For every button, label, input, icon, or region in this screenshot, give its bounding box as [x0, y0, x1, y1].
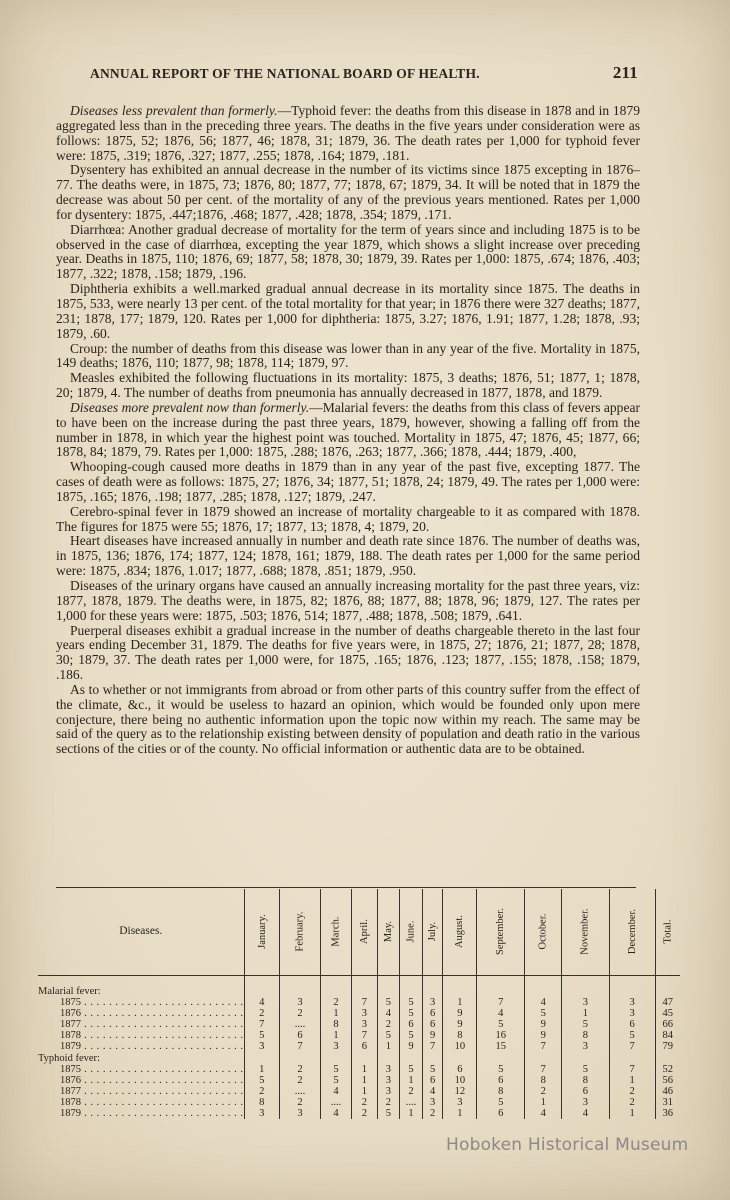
- total-cell: 79: [655, 1041, 680, 1052]
- body-text: [56, 104, 640, 757]
- leader-dots: . . . . . . . . . . . . . . . . . . . . . . . . . .: [81, 1041, 244, 1053]
- month-header: [443, 889, 477, 976]
- total-header-label: Total.: [662, 919, 674, 945]
- month-value-cell: 2: [280, 1097, 321, 1108]
- year-label: 1877: [60, 1085, 81, 1097]
- month-value-cell: 8: [562, 1075, 609, 1086]
- month-header: [244, 889, 280, 976]
- empty-cell: [320, 976, 351, 998]
- month-value-cell: 5: [377, 1030, 399, 1041]
- month-value-cell: 12: [443, 1086, 477, 1097]
- total-cell: 45: [655, 1008, 680, 1019]
- leader-dots: . . . . . . . . . . . . . . . . . . . . . . . . . .: [81, 1063, 244, 1075]
- empty-cell: [400, 1053, 423, 1064]
- month-value-cell: 7: [477, 997, 525, 1008]
- month-value-cell: 3: [377, 1064, 399, 1075]
- month-value-cell: 5: [477, 1064, 525, 1075]
- month-value-cell: 1: [320, 1030, 351, 1041]
- empty-cell: [244, 1053, 280, 1064]
- month-value-cell: 2: [280, 1064, 321, 1075]
- month-value-cell: 3: [280, 1108, 321, 1119]
- month-value-cell: 6: [443, 1064, 477, 1075]
- paragraph: [56, 282, 640, 341]
- total-cell: 52: [655, 1064, 680, 1075]
- month-value-cell: 4: [320, 1108, 351, 1119]
- month-value-cell: 3: [320, 1041, 351, 1052]
- month-value-cell: 1: [320, 1008, 351, 1019]
- month-header: [377, 889, 399, 976]
- empty-cell: [609, 976, 655, 998]
- table-row: [38, 1041, 680, 1052]
- month-header-label: February.: [294, 912, 306, 952]
- month-value-cell: 5: [244, 1030, 280, 1041]
- month-value-cell: 7: [352, 997, 378, 1008]
- month-value-cell: 2: [400, 1086, 423, 1097]
- month-header: [477, 889, 525, 976]
- paragraph-text: Cerebro-spinal fever in 1879 showed an increase of mortality chargeable to it as compared with 1878. The figures for 1875 were 55; 1876, 17; 1877, 13; 1878, 4; 1879, 20.: [56, 503, 640, 534]
- group-row: [38, 1053, 680, 1064]
- year-cell: [38, 1064, 244, 1075]
- paragraph: [56, 223, 640, 282]
- month-header: [280, 889, 321, 976]
- month-value-cell: 6: [477, 1108, 525, 1119]
- empty-cell: [443, 976, 477, 998]
- table-row: [38, 1108, 680, 1119]
- month-value-cell: 7: [280, 1041, 321, 1052]
- month-value-cell: 2: [422, 1108, 442, 1119]
- total-cell: 46: [655, 1086, 680, 1097]
- empty-cell: [422, 1053, 442, 1064]
- paragraph: [56, 624, 640, 683]
- month-value-cell: 5: [400, 1064, 423, 1075]
- empty-cell: [400, 976, 423, 998]
- paragraph-text: As to whether or not immigrants from abroad or from other parts of this country suffer from the effect of the climate, &c., it would be useless to hazard an opinion, which would be founded only upon mere conjecture, there being no authentic information upon the topic now within my reach. The same may be said of the query as to the relationship existing between density of population and death ratio in the various sections of the cities or of the county. No official information or authentic data are to be obtained.: [56, 681, 640, 757]
- month-value-cell: 1: [352, 1075, 378, 1086]
- month-header-label: March.: [330, 916, 342, 948]
- month-value-cell: ....: [280, 1086, 321, 1097]
- empty-cell: [477, 976, 525, 998]
- year-cell: [38, 1041, 244, 1052]
- month-value-cell: 5: [609, 1030, 655, 1041]
- month-value-cell: 6: [477, 1075, 525, 1086]
- month-header-label: January.: [256, 914, 268, 950]
- month-value-cell: 6: [422, 1075, 442, 1086]
- empty-cell: [320, 1053, 351, 1064]
- month-value-cell: 4: [477, 1008, 525, 1019]
- month-value-cell: 6: [400, 1019, 423, 1030]
- group-label: Malarial fever:: [38, 986, 101, 997]
- month-value-cell: 1: [400, 1075, 423, 1086]
- month-value-cell: 5: [562, 1064, 609, 1075]
- table-row: [38, 997, 680, 1008]
- year-cell: [38, 1030, 244, 1041]
- month-header: [400, 889, 423, 976]
- month-header-label: November.: [579, 908, 591, 956]
- empty-cell: [352, 976, 378, 998]
- paragraph: [56, 401, 640, 460]
- total-cell: 66: [655, 1019, 680, 1030]
- year-cell: [38, 1097, 244, 1108]
- month-value-cell: 10: [443, 1041, 477, 1052]
- paragraph-lead: Diseases more prevalent now than formerly.: [70, 399, 310, 415]
- month-header-label: June.: [405, 921, 417, 943]
- empty-cell: [280, 1053, 321, 1064]
- month-value-cell: 6: [422, 1019, 442, 1030]
- month-value-cell: 5: [477, 1097, 525, 1108]
- month-header-label: April.: [358, 919, 370, 945]
- year-label: 1877: [60, 1019, 81, 1031]
- month-value-cell: 7: [525, 1064, 562, 1075]
- month-value-cell: 5: [525, 1008, 562, 1019]
- month-value-cell: 5: [377, 1108, 399, 1119]
- empty-cell: [525, 976, 562, 998]
- month-value-cell: 8: [562, 1030, 609, 1041]
- month-value-cell: 9: [400, 1041, 423, 1052]
- month-value-cell: 5: [400, 997, 423, 1008]
- paragraph: [56, 371, 640, 401]
- month-value-cell: 2: [609, 1086, 655, 1097]
- month-value-cell: ....: [320, 1097, 351, 1108]
- month-value-cell: 15: [477, 1041, 525, 1052]
- month-value-cell: 4: [525, 1108, 562, 1119]
- empty-cell: [609, 1053, 655, 1064]
- table-top-rule: [56, 887, 636, 888]
- empty-cell: [443, 1053, 477, 1064]
- month-value-cell: 7: [609, 1041, 655, 1052]
- month-value-cell: 3: [609, 1008, 655, 1019]
- paragraph: [56, 460, 640, 505]
- month-value-cell: 2: [280, 1075, 321, 1086]
- leader-dots: . . . . . . . . . . . . . . . . . . . . . . . . . .: [81, 1108, 244, 1120]
- year-label: 1878: [60, 1096, 81, 1108]
- month-value-cell: 3: [422, 997, 442, 1008]
- month-value-cell: 2: [320, 997, 351, 1008]
- year-label: 1876: [60, 1008, 81, 1020]
- watermark: Hoboken Historical Museum: [446, 1135, 689, 1155]
- month-value-cell: 1: [443, 1108, 477, 1119]
- month-value-cell: 7: [525, 1041, 562, 1052]
- month-value-cell: 1: [377, 1041, 399, 1052]
- month-value-cell: 6: [562, 1086, 609, 1097]
- table-row: [38, 1030, 680, 1041]
- empty-cell: [377, 1053, 399, 1064]
- year-cell: [38, 1075, 244, 1086]
- month-value-cell: 2: [280, 1008, 321, 1019]
- paragraph-text: Diseases of the urinary organs have caused an annually increasing mortality for the past three years, viz: 1877, 1878, 1879. The deaths were, in 1875, 82; 1876, 88; 1877, 88; 1878, 96; 1879, 127. The rates per 1,000 for these years were: 1875, .503; 1876, 514; 1877, .488; 1878, .508; 1879, .641.: [56, 578, 640, 623]
- leader-dots: . . . . . . . . . . . . . . . . . . . . . . . . . .: [81, 1085, 244, 1097]
- month-value-cell: 9: [525, 1019, 562, 1030]
- month-value-cell: 6: [609, 1019, 655, 1030]
- paragraph: [56, 104, 640, 163]
- month-value-cell: 3: [562, 997, 609, 1008]
- month-header: [525, 889, 562, 976]
- month-value-cell: 9: [525, 1030, 562, 1041]
- month-value-cell: 8: [525, 1075, 562, 1086]
- month-value-cell: 7: [352, 1030, 378, 1041]
- month-value-cell: 2: [609, 1097, 655, 1108]
- month-value-cell: 3: [443, 1097, 477, 1108]
- month-value-cell: 2: [352, 1097, 378, 1108]
- month-value-cell: 9: [443, 1008, 477, 1019]
- month-value-cell: 5: [377, 997, 399, 1008]
- month-value-cell: 1: [244, 1064, 280, 1075]
- month-header: [422, 889, 442, 976]
- empty-cell: [352, 1053, 378, 1064]
- month-value-cell: 3: [609, 997, 655, 1008]
- month-value-cell: 6: [280, 1030, 321, 1041]
- month-value-cell: 5: [320, 1075, 351, 1086]
- month-value-cell: 1: [609, 1075, 655, 1086]
- empty-cell: [655, 976, 680, 998]
- month-value-cell: 3: [280, 997, 321, 1008]
- year-cell: [38, 1019, 244, 1030]
- month-value-cell: 1: [352, 1086, 378, 1097]
- empty-cell: [280, 976, 321, 998]
- table-row: [38, 1019, 680, 1030]
- month-value-cell: 5: [400, 1008, 423, 1019]
- month-value-cell: 4: [320, 1086, 351, 1097]
- month-value-cell: 6: [352, 1041, 378, 1052]
- month-value-cell: 7: [609, 1064, 655, 1075]
- paragraph-lead: Diseases less prevalent than formerly.: [70, 103, 278, 118]
- month-header-label: August.: [454, 915, 466, 949]
- total-header: [655, 889, 680, 976]
- group-label: Typhoid fever:: [38, 1052, 100, 1064]
- paragraph-text: Diphtheria exhibits a well.marked gradual annual decrease in its mortality since 1875. The deaths in 1875, 533, were nearly 13 per cent. of the total mortality for that year; in 1876 there were 327 deaths; 1877, 231; 1878, 177; 1879, 120. Rates per 1,000 for diphtheria: 1875, 3.27; 1876, 1.91; 1877, 1.28; 1878, .93; 1879, .60.: [56, 281, 640, 341]
- month-value-cell: 5: [562, 1019, 609, 1030]
- total-cell: 47: [655, 997, 680, 1008]
- month-value-cell: 3: [244, 1041, 280, 1052]
- month-value-cell: 3: [562, 1041, 609, 1052]
- month-value-cell: 1: [562, 1008, 609, 1019]
- month-value-cell: 8: [244, 1097, 280, 1108]
- month-value-cell: 3: [422, 1097, 442, 1108]
- month-value-cell: 5: [400, 1030, 423, 1041]
- year-cell: [38, 1086, 244, 1097]
- month-header: [562, 889, 609, 976]
- paragraph-text: Whooping-cough caused more deaths in 1879 than in any year of the past five, excepting 1877. The cases of death were as follows: 1875, 27; 1876, 34; 1877, 51; 1878, 24; 1879, 49. The rates per 1,000 were: 1875, .165; 1876, .198; 1877, .285; 1878, .127; 1879, .247.: [56, 459, 640, 504]
- paragraph-text: Dysentery has exhibited an annual decrease in the number of its victims since 1875 excepting in 1876–77. The deaths were, in 1875, 73; 1876, 80; 1877, 77; 1878, 67; 1879, 34. It will be noted that in 1879 the decrease was about 50 per cent. of the mortality of any of the previous years mentioned. Rates per 1,000 for dysentery: 1875, .447;1876, .468; 1877, .428; 1878, .354; 1879, .171.: [56, 162, 640, 222]
- month-value-cell: 1: [352, 1064, 378, 1075]
- running-head-title: ANNUAL REPORT OF THE NATIONAL BOARD OF HEALTH.: [90, 66, 480, 81]
- total-cell: 84: [655, 1030, 680, 1041]
- year-label: 1875: [60, 997, 81, 1009]
- total-cell: 36: [655, 1108, 680, 1119]
- leader-dots: . . . . . . . . . . . . . . . . . . . . . . . . . .: [81, 1030, 244, 1042]
- leader-dots: . . . . . . . . . . . . . . . . . . . . . . . . . .: [81, 1008, 244, 1020]
- year-label: 1876: [60, 1074, 81, 1086]
- year-label: 1879: [60, 1108, 81, 1120]
- month-value-cell: 3: [352, 1019, 378, 1030]
- month-value-cell: 9: [422, 1030, 442, 1041]
- month-value-cell: 3: [244, 1108, 280, 1119]
- month-value-cell: 4: [244, 997, 280, 1008]
- empty-cell: [244, 976, 280, 998]
- paragraph-text: —Typhoid fever: the deaths from this disease in 1878 and in 1879 aggregated less than in the preceding three years. The deaths in the five years under consideration were as follows: 1875, 52; 1876, 56; 1877, 46; 1878, 31; 1879, 36. The death rates per 1,000 for typhoid fever were: 1875, .319; 1876, .327; 1877, .255; 1878, .164; 1879, .181.: [56, 103, 641, 163]
- month-value-cell: 2: [377, 1019, 399, 1030]
- year-cell: [38, 997, 244, 1008]
- month-value-cell: 2: [352, 1108, 378, 1119]
- month-header-label: December.: [626, 909, 638, 955]
- mortality-table: [38, 889, 680, 1119]
- month-value-cell: 4: [422, 1086, 442, 1097]
- month-value-cell: 3: [562, 1097, 609, 1108]
- table-row: [38, 1075, 680, 1086]
- table-header-row: [38, 889, 680, 976]
- month-value-cell: ....: [280, 1019, 321, 1030]
- paragraph-text: —Malarial fevers: the deaths from this class of fevers appear to have been on the increase during the past three years, 1879, however, showing a falling off from the number in 1878, in which year the highest point was touched. Mortality in 1875, 47; 1876, 45; 1877, 66; 1878, 84; 1879, 79. Rates per 1,000: 1875, .288; 1876, .263; 1877, .366; 1878, .444; 1879, .400,: [56, 399, 640, 460]
- month-value-cell: 2: [244, 1086, 280, 1097]
- empty-cell: [377, 976, 399, 998]
- month-value-cell: 3: [377, 1086, 399, 1097]
- empty-cell: [422, 976, 442, 998]
- month-value-cell: 2: [244, 1008, 280, 1019]
- paragraph-text: Measles exhibited the following fluctuations in its mortality: 1875, 3 deaths; 1876, 51; 1877, 1; 1878, 20; 1879, 4. The number of deaths from pneumonia has annually decreased in 1877, 1878, and 1879.: [56, 370, 640, 401]
- total-cell: 56: [655, 1075, 680, 1086]
- page-number: 211: [612, 63, 638, 82]
- month-value-cell: 5: [320, 1064, 351, 1075]
- table-row: [38, 1086, 680, 1097]
- month-value-cell: 2: [377, 1097, 399, 1108]
- paragraph: [56, 534, 640, 579]
- paragraph: [56, 342, 640, 372]
- month-header: [320, 889, 351, 976]
- month-value-cell: 6: [422, 1008, 442, 1019]
- month-value-cell: 1: [443, 997, 477, 1008]
- month-header-label: May.: [382, 921, 394, 943]
- empty-cell: [525, 1053, 562, 1064]
- year-label: 1879: [60, 1041, 81, 1053]
- leader-dots: . . . . . . . . . . . . . . . . . . . . . . . . . .: [81, 1096, 244, 1108]
- month-value-cell: 8: [477, 1086, 525, 1097]
- total-cell: 31: [655, 1097, 680, 1108]
- group-row: [38, 976, 680, 998]
- paragraph: [56, 163, 640, 222]
- leader-dots: . . . . . . . . . . . . . . . . . . . . . . . . . .: [81, 1019, 244, 1031]
- month-value-cell: 5: [477, 1019, 525, 1030]
- month-value-cell: 3: [377, 1075, 399, 1086]
- month-value-cell: 2: [525, 1086, 562, 1097]
- month-value-cell: 9: [443, 1019, 477, 1030]
- diseases-header: Diseases.: [38, 889, 244, 976]
- table-row: [38, 1064, 680, 1075]
- month-value-cell: 1: [400, 1108, 423, 1119]
- month-value-cell: 8: [320, 1019, 351, 1030]
- month-header: [352, 889, 378, 976]
- month-header-label: July.: [427, 922, 439, 942]
- month-value-cell: ....: [400, 1097, 423, 1108]
- month-header-label: October.: [537, 914, 549, 950]
- leader-dots: . . . . . . . . . . . . . . . . . . . . . . . . . .: [81, 1074, 244, 1086]
- year-label: 1878: [60, 1030, 81, 1042]
- paragraph: [56, 505, 640, 535]
- paragraph: [56, 683, 640, 757]
- leader-dots: . . . . . . . . . . . . . . . . . . . . . . . . . .: [81, 997, 244, 1009]
- paragraph-text: Croup: the number of deaths from this disease was lower than in any year of the five. Mortality in 1875, 149 deaths; 1876, 110; 1877, 98; 1878, 114; 1879, 97.: [56, 340, 640, 371]
- month-value-cell: 1: [525, 1097, 562, 1108]
- paragraph: [56, 579, 640, 624]
- month-value-cell: 7: [244, 1019, 280, 1030]
- month-value-cell: 10: [443, 1075, 477, 1086]
- empty-cell: [477, 1053, 525, 1064]
- empty-cell: [562, 1053, 609, 1064]
- month-value-cell: 16: [477, 1030, 525, 1041]
- running-head: [90, 63, 638, 82]
- month-value-cell: 4: [562, 1108, 609, 1119]
- year-label: 1875: [60, 1063, 81, 1075]
- table-row: [38, 1008, 680, 1019]
- year-cell: [38, 1008, 244, 1019]
- month-value-cell: 8: [443, 1030, 477, 1041]
- month-value-cell: 4: [525, 997, 562, 1008]
- paragraph-text: Puerperal diseases exhibit a gradual increase in the number of deaths chargeable thereto in the last four years ending December 31, 1879. The deaths for five years were, in 1875, 27; 1876, 21; 1877, 28; 1878, 30; 1879, 37. The death rates per 1,000 were, for 1875, .165; 1876, .123; 1877, .155; 1878, .158; 1879, .186.: [56, 622, 640, 683]
- month-value-cell: 3: [352, 1008, 378, 1019]
- month-header: [609, 889, 655, 976]
- paragraph-text: Heart diseases have increased annually in number and death rate since 1876. The number of deaths was, in 1875, 136; 1876, 174; 1877, 124; 1878, 161; 1879, 188. The death rates per 1,000 for the same period were: 1875, .834; 1876, 1.017; 1877, .688; 1878, .851; 1879, .950.: [56, 533, 640, 579]
- paragraph-text: Diarrhœa: Another gradual decrease of mortality for the term of years since and including 1875 is to be observed in the case of diarrhœa, excepting the year 1879, which shows a slight increase over preceding year. Deaths in 1875, 110; 1876, 69; 1877, 58; 1878, 30; 1879, 39. Rates per 1,000: 1875, .674; 1876, .403; 1877, .322; 1878, .158; 1879, .196.: [56, 221, 640, 282]
- month-header-label: September.: [495, 908, 507, 956]
- month-value-cell: 5: [422, 1064, 442, 1075]
- month-value-cell: 1: [609, 1108, 655, 1119]
- empty-cell: [655, 1053, 680, 1064]
- empty-cell: [562, 976, 609, 998]
- month-value-cell: 7: [422, 1041, 442, 1052]
- month-value-cell: 4: [377, 1008, 399, 1019]
- month-value-cell: 5: [244, 1075, 280, 1086]
- table-row: [38, 1097, 680, 1108]
- year-cell: [38, 1108, 244, 1119]
